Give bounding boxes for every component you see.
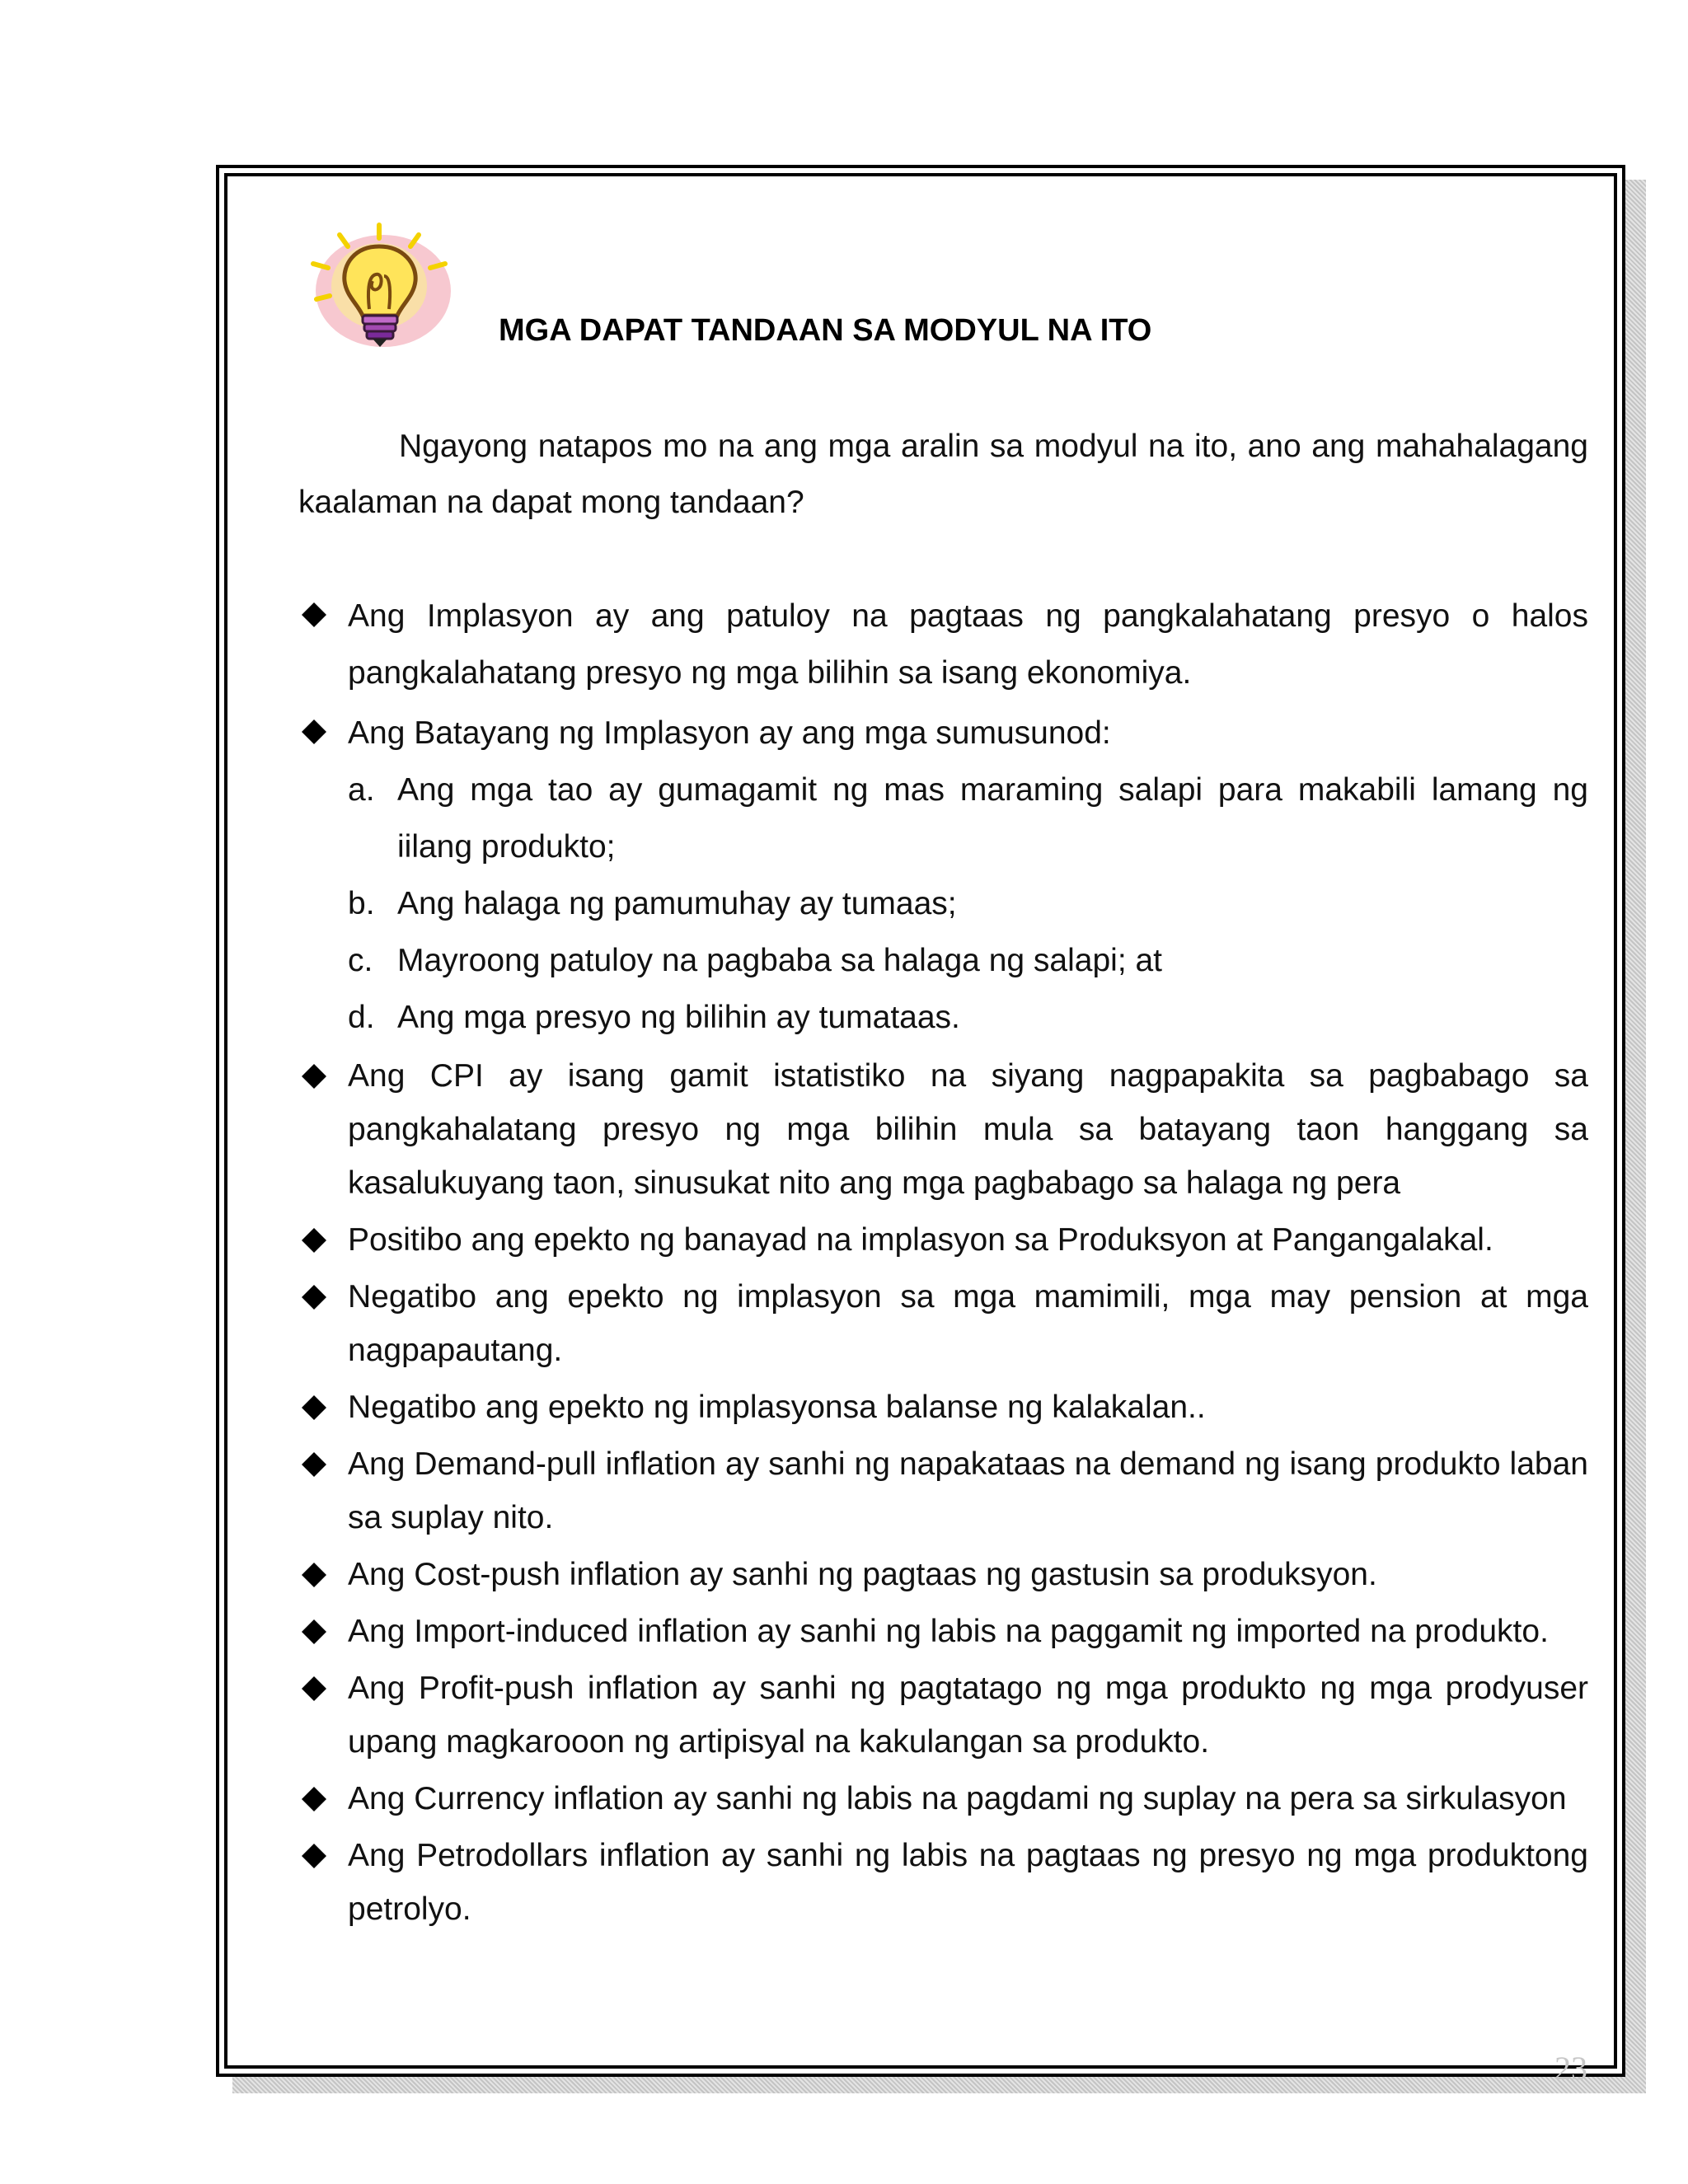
- section-title: MGA DAPAT TANDAAN SA MODYUL NA ITO: [499, 313, 1152, 348]
- sub-list-item: [348, 762, 1588, 875]
- list-item-text: Negatibo ang epekto ng implasyonsa balanse ng kalakalan..: [348, 1390, 1206, 1425]
- key-points-list: [298, 588, 1588, 1939]
- list-item: [298, 1829, 1588, 1936]
- list-item-text: Positibo ang epekto ng banayad na implasyon sa Produksyon at Pangangalakal.: [348, 1222, 1493, 1258]
- sub-item-letter: d.: [348, 1000, 375, 1035]
- list-item-text: Ang Petrodollars inflation ay sanhi ng labis na pagtaas ng presyo ng mga produktong petrolyo.: [348, 1838, 1588, 1927]
- diamond-bullet-icon: [302, 1676, 326, 1701]
- list-item-text: Ang Currency inflation ay sanhi ng labis na pagdami ng suplay na pera sa sirkulasyon: [348, 1781, 1567, 1816]
- sub-item-letter: b.: [348, 886, 375, 921]
- diamond-bullet-icon: [302, 1787, 326, 1811]
- diamond-bullet-icon: [302, 719, 326, 744]
- list-item: [298, 1605, 1588, 1658]
- list-item: [298, 1437, 1588, 1544]
- diamond-bullet-icon: [302, 1228, 326, 1253]
- sub-item-text: Ang mga tao ay gumagamit ng mas maraming salapi para makabili lamang ng iilang produkto;: [397, 772, 1588, 865]
- diamond-bullet-icon: [302, 1844, 326, 1868]
- page-number: 23: [1554, 2050, 1587, 2087]
- sub-item-text: Ang mga presyo ng bilihin ay tumataas.: [397, 1000, 960, 1035]
- diamond-bullet-icon: [302, 1563, 326, 1587]
- diamond-bullet-icon: [302, 1285, 326, 1310]
- sub-list-item: [348, 989, 1588, 1046]
- diamond-bullet-icon: [302, 1452, 326, 1477]
- list-item: [298, 1049, 1588, 1210]
- list-item: [298, 1661, 1588, 1769]
- diamond-bullet-icon: [302, 1395, 326, 1420]
- sub-list-item: [348, 932, 1588, 989]
- list-item: [298, 588, 1588, 701]
- list-item: [298, 1213, 1588, 1267]
- list-item: [298, 1772, 1588, 1825]
- sub-item-text: Mayroong patuloy na pagbaba sa halaga ng salapi; at: [397, 943, 1163, 978]
- sub-item-letter: a.: [348, 772, 375, 808]
- list-item: [298, 1548, 1588, 1601]
- list-item-text: Ang Profit-push inflation ay sanhi ng pagtatago ng mga produkto ng mga prodyuser upang magkarooon ng artipisyal na kakulangan sa produkto.: [348, 1671, 1588, 1760]
- list-item-text: Ang Cost-push inflation ay sanhi ng pagtaas ng gastusin sa produksyon.: [348, 1557, 1377, 1592]
- sub-item-letter: c.: [348, 943, 373, 978]
- diamond-bullet-icon: [302, 1619, 326, 1644]
- list-item-text: Ang Import-induced inflation ay sanhi ng labis na paggamit ng imported na produkto.: [348, 1614, 1549, 1649]
- list-item-text: Ang CPI ay isang gamit istatistiko na siyang nagpapakita sa pagbabago sa pangkahalatang presyo ng mga bilihin mula sa batayang taon hanggang sa kasalukuyang taon, sinusukat nito ang mga pagbabago sa halaga ng pera: [348, 1058, 1588, 1201]
- sub-list-item: [348, 875, 1588, 932]
- list-item: [298, 705, 1588, 1046]
- list-item: [298, 1270, 1588, 1377]
- list-item-text: Ang Demand-pull inflation ay sanhi ng napakataas na demand ng isang produkto laban sa suplay nito.: [348, 1446, 1588, 1535]
- lightbulb-icon: [297, 218, 478, 350]
- diamond-bullet-icon: [302, 1064, 326, 1089]
- list-item-text: Ang Implasyon ay ang patuloy na pagtaas ng pangkalahatang presyo o halos pangkalahatang presyo ng mga bilihin sa isang ekonomiya.: [348, 598, 1588, 691]
- list-item-text: Ang Batayang ng Implasyon ay ang mga sumusunod:: [348, 715, 1111, 751]
- intro-paragraph: Ngayong natapos mo na ang mga aralin sa modyul na ito, ano ang mahahalagang kaalaman na dapat mong tandaan?: [298, 429, 1588, 520]
- list-item: [298, 1380, 1588, 1434]
- list-item-text: Negatibo ang epekto ng implasyon sa mga mamimili, mga may pension at mga nagpapautang.: [348, 1279, 1588, 1368]
- sub-list: [348, 762, 1588, 1046]
- sub-item-text: Ang halaga ng pamumuhay ay tumaas;: [397, 886, 957, 921]
- diamond-bullet-icon: [302, 602, 326, 627]
